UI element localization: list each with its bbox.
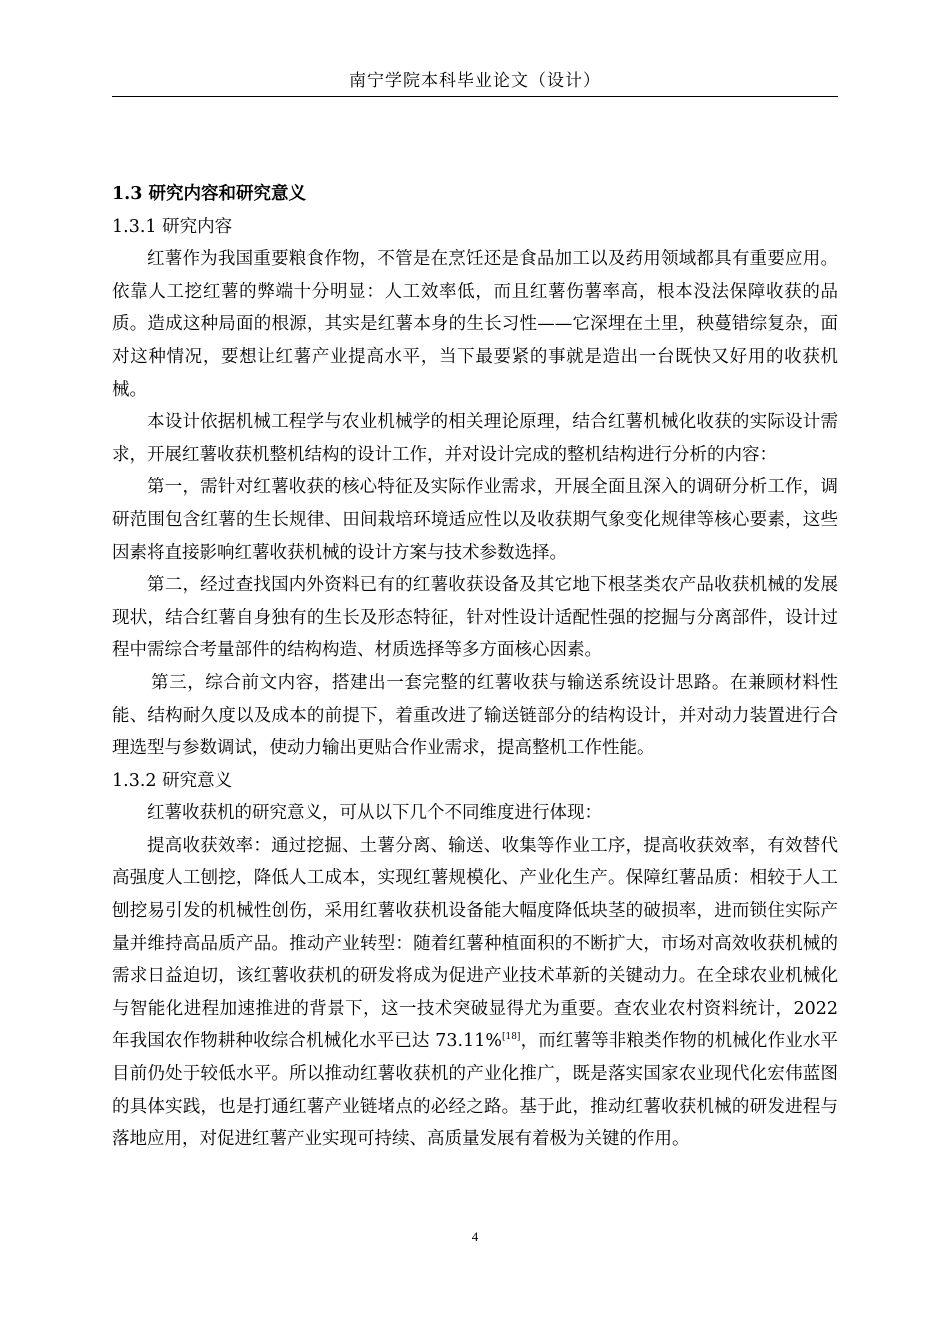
subsection-heading-research-content: 1.3.1 研究内容: [112, 216, 233, 237]
header-title: 南宁学院本科毕业论文（设计）: [349, 71, 601, 91]
paragraph-text-before-citation: 提高收获效率：通过挖掘、土薯分离、输送、收集等作业工序，提高收获效率，有效替代高强度人工刨挖，降低人工成本，实现红薯规模化、产业化生产。保障红薯品质：相较于人工刨挖易引发的机械性创伤，采用红薯收获机设备能大幅度降低块茎的破损率，进而锁住实际产量并维持高品质产品。推动产业转型：随着红薯种植面积的不断扩大，市场对高效收获机械的需求日益迫切，该红薯收获机的研发将成为促进产业技术革新的关键动力。在全球农业机械化与智能化进程加速推进的背景下，这一技术突破显得尤为重要。查农业农村资料统计，2022年我国农作物耕种收综合机械化水平已达 73.11%: [112, 835, 838, 1052]
subsection-heading-research-significance: 1.3.2 研究意义: [112, 770, 233, 791]
paragraph: 第三，综合前文内容，搭建出一套完整的红薯收获与输送系统设计思路。在兼顾材料性能、结构耐久度以及成本的前提下，着重改进了输送链部分的结构设计，并对动力装置进行合理选型与参数调试，使动力输出更贴合作业需求，提高整机工作性能。: [112, 672, 838, 759]
paragraph: 第二，经过查找国内外资料已有的红薯收获设备及其它地下根茎类农产品收获机械的发展现状，结合红薯自身独有的生长及形态特征，针对性设计适配性强的挖掘与分离部件，设计过程中需综合考量部件的结构构造、材质选择等多方面核心因素。: [112, 575, 838, 661]
section-heading: 1.3 研究内容和研究意义: [112, 184, 307, 204]
paragraph-with-citation: [112, 830, 838, 1156]
page-number: 4: [471, 1229, 479, 1244]
paragraph-text-after-citation: ，而红薯等非粮类作物的机械化作业水平目前仍处于较低水平。所以推动红薯收获机的产业化推广，既是落实国家农业现代化宏伟蓝图的具体实践，也是打通红薯产业链堵点的必经之路。基于此，推动红薯收获机械的研发进程与落地应用，对促进红薯产业实现可持续、高质量发展有着极为关键的作用。: [112, 1031, 838, 1150]
paragraph: 红薯收获机的研究意义，可从以下几个不同维度进行体现：: [147, 803, 602, 824]
paragraph: 本设计依据机械工程学与农业机械学的相关理论原理，结合红薯机械化收获的实际设计需求，开展红薯收获机整机结构的设计工作，并对设计完成的整机结构进行分析的内容：: [112, 412, 838, 465]
citation-reference: [18]: [501, 1032, 521, 1043]
page-header: [112, 68, 838, 97]
paragraph: 红薯作为我国重要粮食作物，不管是在烹饪还是食品加工以及药用领域都具有重要应用。依靠人工挖红薯的弊端十分明显：人工效率低，而且红薯伤薯率高，根本没法保障收获的品质。造成这种局面的根源，其实是红薯本身的生长习性——它深埋在土里，秧蔓错综复杂，面对这种情况，要想让红薯产业提高水平，当下最要紧的事就是造出一台既快又好用的收获机械。: [112, 249, 838, 400]
paragraph: 第一，需针对红薯收获的核心特征及实际作业需求，开展全面且深入的调研分析工作，调研范围包含红薯的生长规律、田间栽培环境适应性以及收获期气象变化规律等核心要素，这些因素将直接影响红薯收获机械的设计方案与技术参数选择。: [112, 477, 838, 563]
body-content: [112, 178, 838, 1156]
